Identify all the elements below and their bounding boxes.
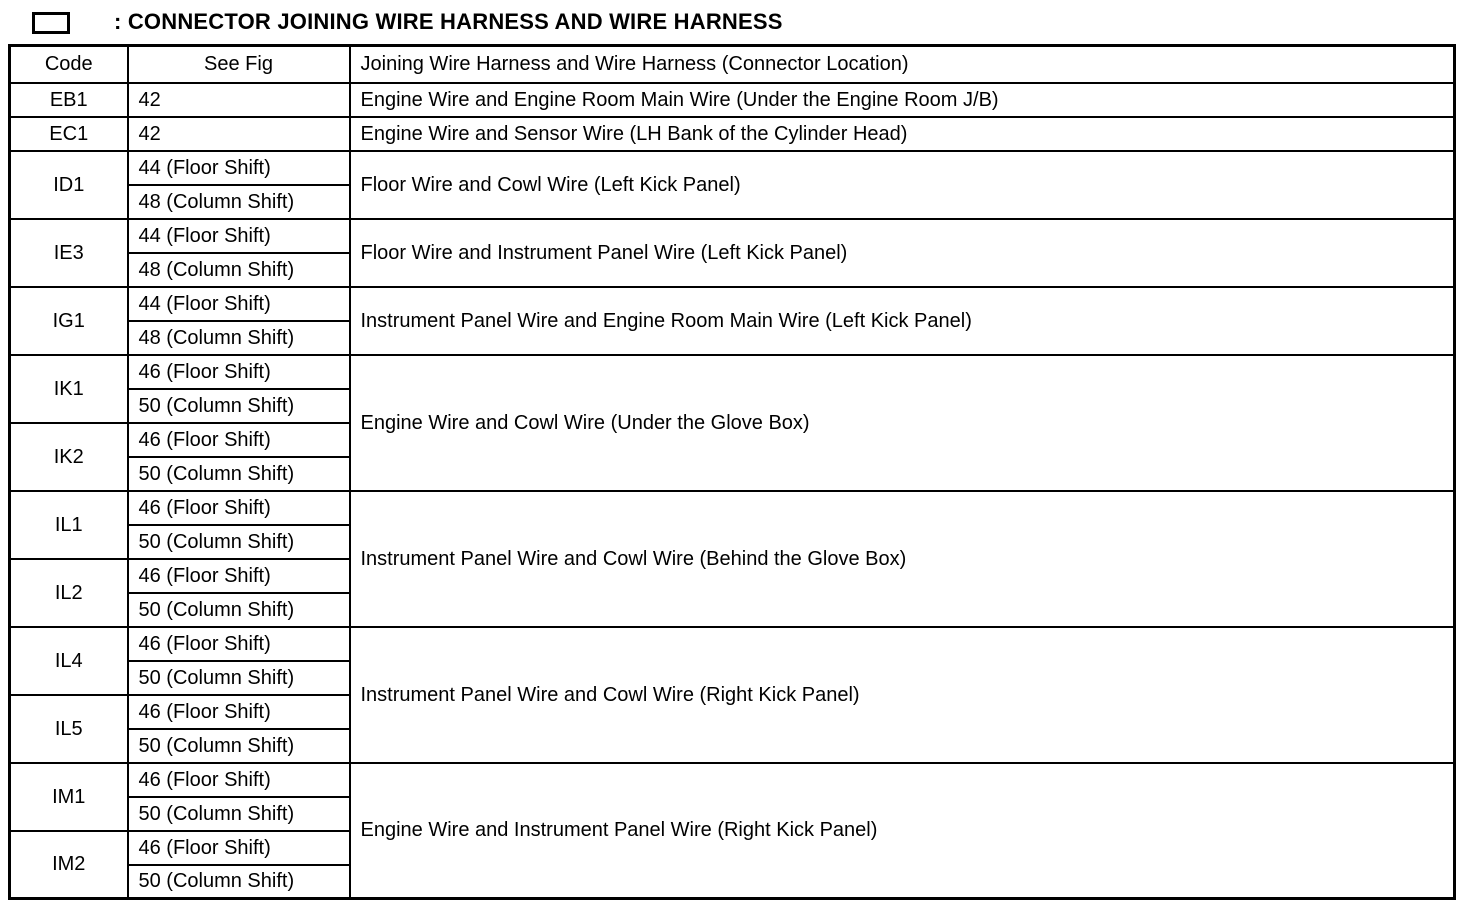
header-location: Joining Wire Harness and Wire Harness (Connector Location) bbox=[350, 46, 1455, 83]
connector-location: Engine Wire and Sensor Wire (LH Bank of the Cylinder Head) bbox=[350, 117, 1455, 151]
see-fig-value: 48 (Column Shift) bbox=[128, 185, 350, 219]
see-fig-value: 46 (Floor Shift) bbox=[128, 627, 350, 661]
connector-code: IL4 bbox=[10, 627, 128, 695]
table-row bbox=[10, 83, 1455, 117]
see-fig-value: 50 (Column Shift) bbox=[128, 593, 350, 627]
see-fig-value: 46 (Floor Shift) bbox=[128, 831, 350, 865]
see-fig-value: 50 (Column Shift) bbox=[128, 797, 350, 831]
table-row bbox=[10, 627, 1455, 661]
connector-location: Engine Wire and Engine Room Main Wire (Under the Engine Room J/B) bbox=[350, 83, 1455, 117]
connector-code: IK2 bbox=[10, 423, 128, 491]
connector-code: IM2 bbox=[10, 831, 128, 899]
see-fig-value: 50 (Column Shift) bbox=[128, 729, 350, 763]
connector-location: Engine Wire and Cowl Wire (Under the Glove Box) bbox=[350, 355, 1455, 491]
table-row bbox=[10, 763, 1455, 797]
table-row bbox=[10, 355, 1455, 389]
see-fig-value: 50 (Column Shift) bbox=[128, 661, 350, 695]
see-fig-value: 46 (Floor Shift) bbox=[128, 355, 350, 389]
see-fig-value: 46 (Floor Shift) bbox=[128, 763, 350, 797]
connector-location: Floor Wire and Cowl Wire (Left Kick Panel) bbox=[350, 151, 1455, 219]
connector-location: Instrument Panel Wire and Cowl Wire (Behind the Glove Box) bbox=[350, 491, 1455, 627]
see-fig-value: 46 (Floor Shift) bbox=[128, 423, 350, 457]
see-fig-value: 42 bbox=[128, 117, 350, 151]
table-row bbox=[10, 151, 1455, 185]
see-fig-value: 50 (Column Shift) bbox=[128, 389, 350, 423]
connector-code: IG1 bbox=[10, 287, 128, 355]
see-fig-value: 44 (Floor Shift) bbox=[128, 287, 350, 321]
see-fig-value: 46 (Floor Shift) bbox=[128, 695, 350, 729]
table-header-row bbox=[10, 46, 1455, 83]
table-row bbox=[10, 287, 1455, 321]
table-row bbox=[10, 219, 1455, 253]
table-row bbox=[10, 117, 1455, 151]
see-fig-value: 42 bbox=[128, 83, 350, 117]
see-fig-value: 50 (Column Shift) bbox=[128, 525, 350, 559]
table-row bbox=[10, 491, 1455, 525]
connector-code: IL5 bbox=[10, 695, 128, 763]
see-fig-value: 48 (Column Shift) bbox=[128, 321, 350, 355]
see-fig-value: 48 (Column Shift) bbox=[128, 253, 350, 287]
connector-location: Instrument Panel Wire and Engine Room Main Wire (Left Kick Panel) bbox=[350, 287, 1455, 355]
connector-location: Engine Wire and Instrument Panel Wire (Right Kick Panel) bbox=[350, 763, 1455, 899]
connector-table bbox=[8, 44, 1456, 900]
see-fig-value: 50 (Column Shift) bbox=[128, 865, 350, 899]
see-fig-value: 44 (Floor Shift) bbox=[128, 219, 350, 253]
connector-code: IL1 bbox=[10, 491, 128, 559]
see-fig-value: 46 (Floor Shift) bbox=[128, 491, 350, 525]
see-fig-value: 44 (Floor Shift) bbox=[128, 151, 350, 185]
see-fig-value: 46 (Floor Shift) bbox=[128, 559, 350, 593]
connector-code: IL2 bbox=[10, 559, 128, 627]
page-title-row bbox=[32, 6, 783, 38]
header-see-fig: See Fig bbox=[128, 46, 350, 83]
see-fig-value: 50 (Column Shift) bbox=[128, 457, 350, 491]
connector-code: ID1 bbox=[10, 151, 128, 219]
connector-box-icon bbox=[32, 12, 70, 34]
connector-location: Instrument Panel Wire and Cowl Wire (Right Kick Panel) bbox=[350, 627, 1455, 763]
connector-code: IM1 bbox=[10, 763, 128, 831]
header-code: Code bbox=[10, 46, 128, 83]
connector-code: EC1 bbox=[10, 117, 128, 151]
connector-table-body bbox=[10, 46, 1455, 899]
connector-code: IE3 bbox=[10, 219, 128, 287]
connector-location: Floor Wire and Instrument Panel Wire (Left Kick Panel) bbox=[350, 219, 1455, 287]
page-title: : CONNECTOR JOINING WIRE HARNESS AND WIRE HARNESS bbox=[114, 9, 783, 34]
connector-code: EB1 bbox=[10, 83, 128, 117]
connector-code: IK1 bbox=[10, 355, 128, 423]
